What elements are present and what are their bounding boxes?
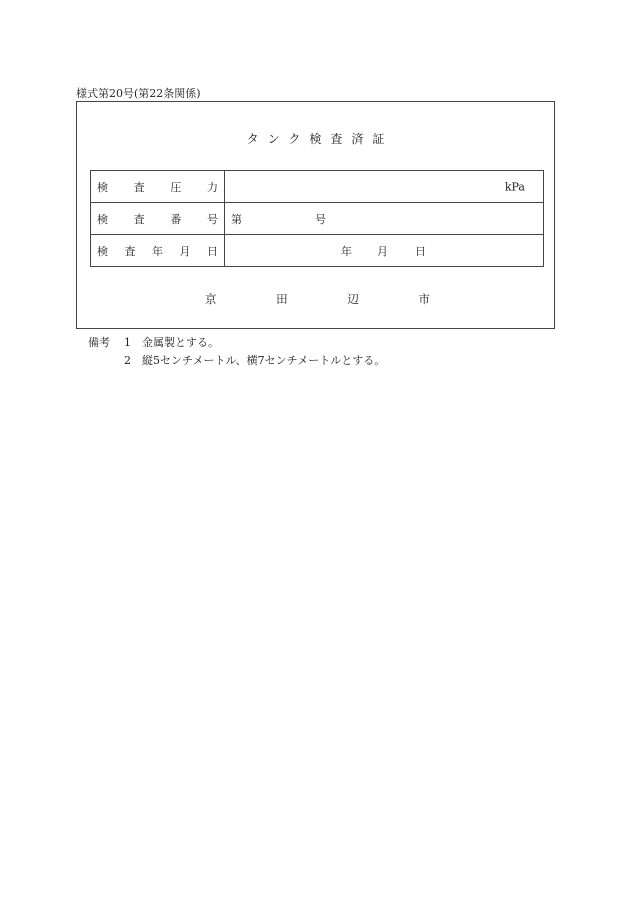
certificate-card	[76, 101, 555, 329]
date-year: 年	[341, 244, 352, 258]
inspection-table	[90, 170, 544, 267]
pressure-label: 検査圧力	[91, 171, 225, 203]
issuer-char: 辺	[347, 292, 359, 306]
table-row-pressure	[91, 171, 544, 203]
remark-item	[88, 334, 385, 352]
table-row-number	[91, 203, 544, 235]
form-heading: 様式第20号(第22条関係)	[76, 87, 201, 100]
remark-number: 1	[124, 336, 131, 349]
pressure-unit: kPa	[504, 180, 525, 193]
remark-number: 2	[124, 354, 131, 367]
date-day: 日	[415, 244, 426, 258]
remark-text: 金属製とする。	[142, 336, 219, 349]
remarks-label: 備考	[88, 336, 110, 349]
certificate-title: タンク検査済証	[246, 132, 394, 146]
date-label: 検査年月日	[91, 235, 225, 267]
issuer-char: 京	[205, 292, 217, 306]
pressure-value-cell	[225, 171, 544, 203]
issuer-char: 市	[418, 292, 430, 306]
date-value-cell	[225, 235, 544, 267]
number-prefix: 第	[231, 212, 242, 226]
number-value-cell	[225, 203, 544, 235]
remarks	[88, 334, 385, 370]
number-label: 検査番号	[91, 203, 225, 235]
date-month: 月	[377, 244, 388, 258]
table-row-date	[91, 235, 544, 267]
issuer-name	[205, 291, 430, 307]
remark-text: 縦5センチメートル、横7センチメートルとする。	[142, 354, 386, 367]
issuer-char: 田	[276, 292, 288, 306]
remark-item	[88, 352, 385, 370]
number-suffix: 号	[315, 212, 326, 226]
